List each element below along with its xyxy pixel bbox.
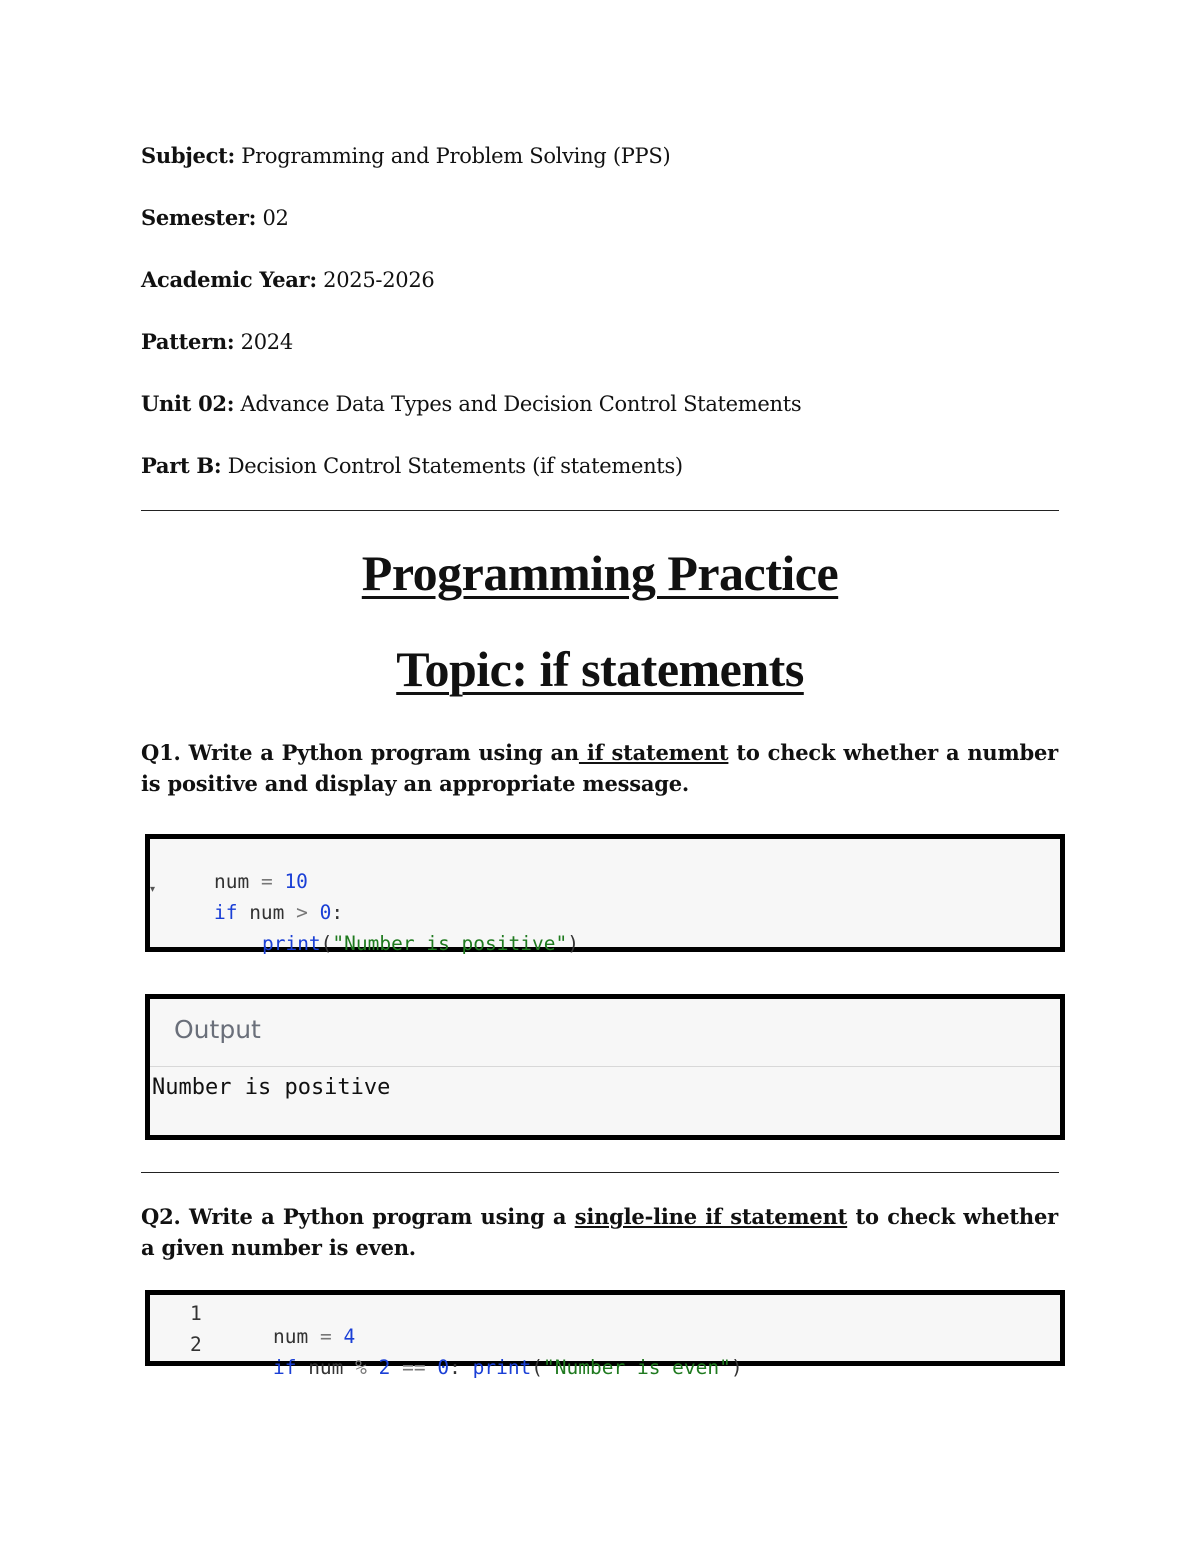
line-number: 2 — [190, 1333, 202, 1356]
academic-year-line — [141, 267, 434, 292]
code-token: > — [296, 901, 308, 924]
academic-year-value: 2025-2026 — [316, 268, 435, 292]
unit-label: Unit 02: — [141, 391, 235, 416]
fold-arrow-icon[interactable]: ▾ — [150, 884, 156, 895]
code-token: 4 — [343, 1325, 356, 1348]
semester-label: Semester: — [141, 205, 257, 230]
question-1-prefix: Q1. Write a Python program using an — [141, 740, 579, 765]
code-token: if — [213, 901, 238, 924]
code-token: == — [390, 1356, 438, 1379]
code-token: if — [272, 1356, 297, 1379]
pattern-label: Pattern: — [141, 329, 235, 354]
code-token: : — [449, 1356, 473, 1379]
code-token: ) — [730, 1356, 743, 1379]
question-2-keyword: single-line if statement — [574, 1204, 848, 1229]
code-token: = — [249, 870, 285, 893]
code-block-1 — [145, 834, 1065, 955]
topic-heading: Topic: if statements — [396, 641, 804, 697]
code-token: num — [237, 901, 297, 924]
part-value: Decision Control Statements (if statements) — [221, 454, 683, 478]
subject-value: Programming and Problem Solving (PPS) — [234, 144, 671, 168]
code-block-2 — [145, 1290, 1065, 1379]
unit-value: Advance Data Types and Decision Control Statements — [234, 392, 802, 416]
code-token: num — [213, 870, 250, 893]
academic-year-label: Academic Year: — [141, 267, 317, 292]
code-token: "Number is positive" — [332, 932, 568, 955]
divider-top — [141, 510, 1059, 511]
question-2-suffix: to check whether a given number is even. — [141, 1204, 1059, 1260]
code-token: 0 — [307, 901, 332, 924]
semester-line — [141, 205, 289, 230]
line-number: 1 — [190, 1302, 202, 1325]
code-token: num — [296, 1356, 356, 1379]
subject-label: Subject: — [141, 143, 235, 168]
pattern-line — [141, 329, 293, 354]
code-token: : — [331, 901, 344, 924]
part-label: Part B: — [141, 453, 222, 478]
output-title: Output — [174, 1015, 261, 1044]
code-token: "Number is even" — [543, 1356, 731, 1379]
semester-value: 02 — [256, 206, 289, 230]
question-1-suffix: to check whether a number is positive and display an appropriate message. — [141, 740, 1058, 796]
output-divider — [150, 1066, 1060, 1067]
code-token: ) — [567, 932, 579, 955]
code-token: num — [272, 1325, 309, 1348]
code-token: ( — [531, 1356, 544, 1379]
question-1 — [141, 737, 1058, 799]
code-token: print — [261, 932, 321, 955]
code-token: 10 — [284, 870, 308, 893]
code-token: % — [355, 1356, 367, 1379]
code-token: 2 — [366, 1356, 391, 1379]
unit-line — [141, 391, 801, 416]
output-panel — [145, 994, 1065, 1140]
page-title: Programming Practice — [361, 545, 839, 601]
code-token: = — [308, 1325, 344, 1348]
code-line-3 — [215, 909, 579, 978]
question-2 — [141, 1201, 1058, 1263]
part-line — [141, 453, 683, 478]
subject-line — [141, 143, 670, 168]
question-2-prefix: Q2. Write a Python program using a — [141, 1204, 567, 1229]
pattern-value: 2024 — [234, 330, 293, 354]
code-line-2 — [226, 1333, 743, 1402]
code-token: 0 — [437, 1356, 450, 1379]
divider-middle — [141, 1172, 1059, 1173]
output-text: Number is positive — [152, 1075, 391, 1100]
question-1-keyword: if statement — [578, 740, 729, 765]
code-token: print — [472, 1356, 532, 1379]
code-token: ( — [320, 932, 333, 955]
